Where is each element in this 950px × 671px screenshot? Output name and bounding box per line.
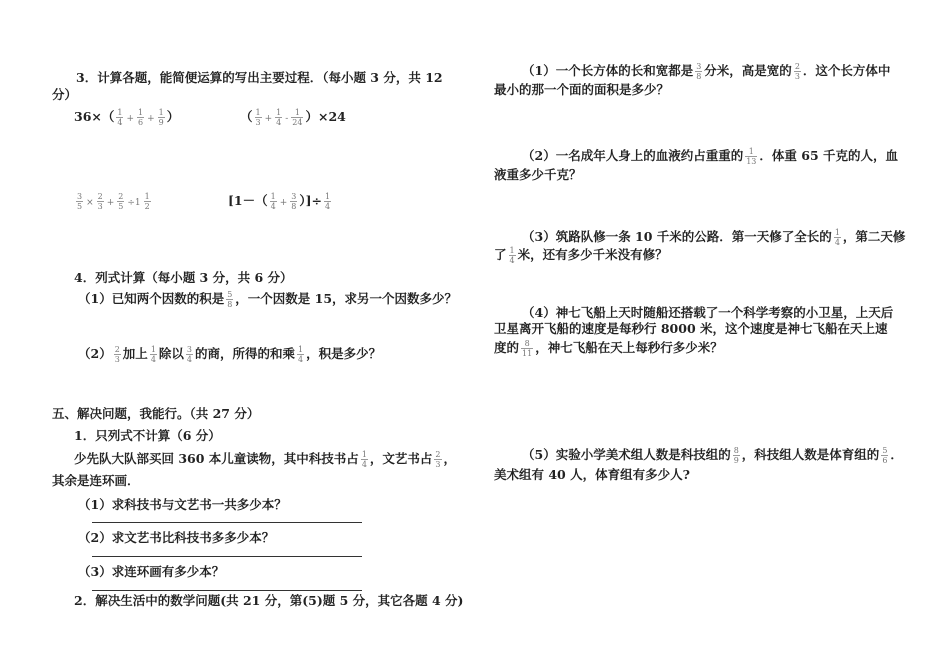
expression-3: $\frac{3}{5}$ × $\frac{2}{3}$ + $\frac{2}{5}$ ÷1 $\frac{1}{2}$ bbox=[77, 192, 150, 211]
problem-1-cont: 最小的那一个面的面积是多少？ bbox=[494, 82, 670, 97]
fraction: $\frac{5}{6}$ bbox=[882, 446, 888, 465]
problem-4-line-3: 度的 $\frac{8}{11}$ ，神七飞船在天上每秒行多少米？ bbox=[494, 339, 723, 358]
fraction: $\frac{1}{9}$ bbox=[158, 108, 164, 127]
fraction: $\frac{1}{13}$ bbox=[746, 147, 757, 166]
section5-heading: 五、解决问题，我能行。（共 27 分） bbox=[52, 406, 260, 421]
fraction: $\frac{2}{3}$ bbox=[435, 450, 441, 469]
fraction: $\frac{1}{4}$ bbox=[298, 345, 304, 364]
section5-sub-1: 1．只列式不计算（6 分） bbox=[74, 428, 221, 443]
problem-2: （2）一名成年人身上的血液约占重重的 $\frac{1}{13}$ ．体重 65 千克的人，血 bbox=[522, 147, 898, 166]
fraction: $\frac{2}{5}$ bbox=[118, 192, 124, 211]
expression-1: 36×（ $\frac{1}{4}$ + $\frac{1}{6}$ + $\frac{1}{9}$ ） bbox=[74, 108, 180, 127]
fraction: $\frac{8}{11}$ bbox=[522, 339, 533, 358]
section5-sub-2: 2．解决生活中的数学问题(共 21 分，第(5)题 5 分，其它各题 4 分) bbox=[74, 593, 464, 608]
fraction: $\frac{3}{4}$ bbox=[186, 345, 193, 364]
fraction: $\frac{1}{24}$ bbox=[292, 108, 303, 127]
fraction: $\frac{5}{8}$ bbox=[227, 290, 233, 309]
fraction: $\frac{1}{2}$ bbox=[144, 192, 150, 211]
fraction: $\frac{2}{3}$ bbox=[97, 192, 103, 211]
problem-1: （1）一个长方体的长和宽都是 $\frac{3}{8}$ 分米，高是宽的 $\frac{2}{3}$ ．这个长方体中 bbox=[522, 62, 891, 81]
fraction: $\frac{1}{4}$ bbox=[361, 450, 367, 469]
problem-2-cont: 液重多少千克？ bbox=[494, 167, 582, 182]
fraction: $\frac{1}{6}$ bbox=[138, 108, 144, 127]
fraction: $\frac{1}{3}$ bbox=[255, 108, 261, 127]
fraction: $\frac{8}{9}$ bbox=[733, 446, 739, 465]
problem-5-cont: 美术组有 40 人，体育组有多少人? bbox=[494, 467, 690, 482]
section3-heading: 3．计算各题，能简便运算的写出主要过程．（每小题 3 分，共 12 bbox=[76, 70, 443, 85]
fraction: $\frac{3}{8}$ bbox=[291, 192, 297, 211]
fraction: $\frac{1}{4}$ bbox=[150, 345, 156, 364]
section4-question-1: （1）已知两个因数的积是 $\frac{5}{8}$ ，一个因数是 15，求另一个因数多少？ bbox=[78, 290, 458, 309]
section5-intro: 少先队大队部买回 360 本儿童读物，其中科技书占 $\frac{1}{4}$ ，文艺书占 $\frac{2}{3}$ ， bbox=[74, 450, 457, 469]
fraction: $\frac{1}{4}$ bbox=[117, 108, 123, 127]
problem-5: （5）实验小学美术组人数是科技组的 $\frac{8}{9}$ ，科技组人数是体育组的 $\frac{5}{6}$ ． bbox=[522, 446, 903, 465]
section4-question-2: （2） $\frac{2}{3}$ 加上 $\frac{1}{4}$ 除以 $\frac{3}{4}$ 的商，所得的和乘 $\frac{1}{4}$ ，积是多少？ bbox=[78, 345, 382, 364]
expression-2: （ $\frac{1}{3}$ + $\frac{1}{4}$ - $\frac{1}{24}$ ）×24 bbox=[240, 108, 346, 127]
problem-4-line-1: （4）神七飞船上天时随船还搭载了一个科学考察的小卫星，上天后 bbox=[522, 305, 894, 320]
fraction: $\frac{3}{8}$ bbox=[696, 62, 702, 81]
section5-question-3: （3）求连环画有多少本？ bbox=[78, 564, 225, 579]
problem-3: （3）筑路队修一条 10 千米的公路．第一天修了全长的 $\frac{1}{4}$ ，第二天修 bbox=[522, 228, 906, 247]
expression-4: [1－（ $\frac{1}{4}$ + $\frac{3}{8}$ ）]÷ $\frac{1}{4}$ bbox=[228, 192, 331, 211]
fraction: $\frac{1}{4}$ bbox=[270, 192, 276, 211]
section5-intro-cont: 其余是连环画． bbox=[52, 473, 140, 488]
fraction: $\frac{2}{3}$ bbox=[794, 62, 800, 81]
problem-3-cont: 了 $\frac{1}{4}$ 米，还有多少千米没有修？ bbox=[494, 246, 668, 265]
answer-line[interactable] bbox=[92, 590, 362, 591]
fraction: $\frac{1}{4}$ bbox=[834, 228, 840, 247]
section4-heading: 4．列式计算（每小题 3 分，共 6 分） bbox=[74, 270, 293, 285]
section3-heading-cont: 分） bbox=[52, 87, 78, 102]
fraction: $\frac{2}{3}$ bbox=[114, 345, 120, 364]
answer-line[interactable] bbox=[92, 522, 362, 523]
section5-question-2: （2）求文艺书比科技书多多少本？ bbox=[78, 530, 275, 545]
fraction: $\frac{1}{4}$ bbox=[325, 192, 331, 211]
fraction: $\frac{1}{4}$ bbox=[509, 246, 515, 265]
fraction: $\frac{3}{5}$ bbox=[77, 192, 83, 211]
fraction: $\frac{1}{4}$ bbox=[276, 108, 282, 127]
problem-4-line-2: 卫星离开飞船的速度是每秒行 8000 米，这个速度是神七飞船在天上速 bbox=[494, 321, 888, 336]
section5-question-1: （1）求科技书与文艺书一共多少本？ bbox=[78, 497, 287, 512]
answer-line[interactable] bbox=[92, 556, 362, 557]
